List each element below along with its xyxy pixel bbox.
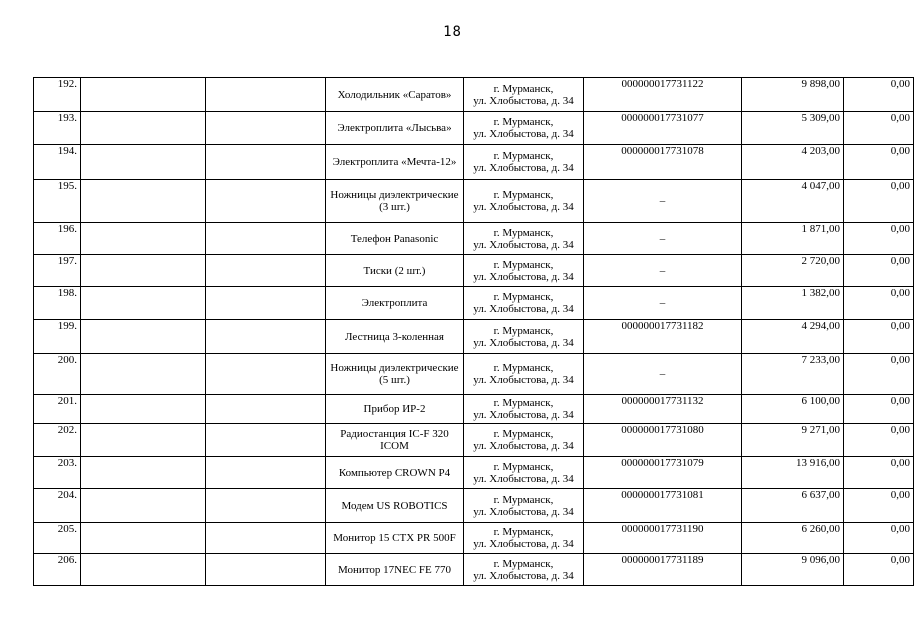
empty-cell: [206, 554, 326, 586]
item-name: Ножницы диэлектрические (5 шт.): [326, 354, 464, 395]
address-street: ул. Хлобыстова, д. 34: [473, 128, 574, 140]
address-street: ул. Хлобыстова, д. 34: [473, 374, 574, 386]
address-city: г. Мурманск,: [493, 116, 554, 128]
table-row: [34, 145, 914, 180]
empty-cell: [206, 78, 326, 112]
cost-value: 6 637,00: [742, 489, 844, 523]
item-address: [464, 554, 584, 586]
address-street: ул. Хлобыстова, д. 34: [473, 336, 574, 349]
row-number: 204.: [34, 489, 81, 523]
cost-value: 9 898,00: [742, 78, 844, 112]
row-number: 198.: [34, 287, 81, 320]
item-name: Ножницы диэлектрические (3 шт.): [326, 180, 464, 223]
item-address: [464, 145, 584, 180]
cost-value: 1 382,00: [742, 287, 844, 320]
item-address: [464, 523, 584, 554]
address-street: ул. Хлобыстова, д. 34: [473, 201, 574, 213]
item-name: Тиски (2 шт.): [326, 255, 464, 287]
table-body: [34, 78, 914, 586]
depreciation-value: 0,00: [844, 424, 914, 457]
cost-value: 5 309,00: [742, 112, 844, 145]
table-row: [34, 523, 914, 554]
table-row: [34, 112, 914, 145]
cost-value: 2 720,00: [742, 255, 844, 287]
address-city: г. Мурманск,: [493, 226, 554, 239]
empty-cell: [81, 354, 206, 395]
table-row: [34, 223, 914, 255]
item-address: [464, 395, 584, 424]
item-name: Лестница 3-коленная: [326, 320, 464, 354]
address-city: г. Мурманск,: [493, 526, 554, 538]
cost-value: 4 047,00: [742, 180, 844, 223]
item-address: [464, 354, 584, 395]
inventory-number: –: [584, 287, 742, 320]
table-row: [34, 255, 914, 287]
cost-value: 6 260,00: [742, 523, 844, 554]
address-street: ул. Хлобыстова, д. 34: [473, 538, 574, 550]
item-name: Монитор 15 CTX PR 500F: [326, 523, 464, 554]
row-number: 196.: [34, 223, 81, 255]
empty-cell: [81, 78, 206, 112]
empty-cell: [206, 320, 326, 354]
empty-cell: [206, 255, 326, 287]
empty-cell: [81, 489, 206, 523]
item-name: Монитор 17NEC FE 770: [326, 554, 464, 586]
depreciation-value: 0,00: [844, 223, 914, 255]
row-number: 206.: [34, 554, 81, 586]
item-address: [464, 320, 584, 354]
address-street: ул. Хлобыстова, д. 34: [473, 303, 574, 315]
inventory-number: 000000017731122: [584, 78, 742, 112]
inventory-number: –: [584, 255, 742, 287]
depreciation-value: 0,00: [844, 554, 914, 586]
inventory-number: 000000017731190: [584, 523, 742, 554]
address-city: г. Мурманск,: [493, 258, 554, 271]
address-city: г. Мурманск,: [493, 460, 554, 473]
row-number: 197.: [34, 255, 81, 287]
cost-value: 4 294,00: [742, 320, 844, 354]
depreciation-value: 0,00: [844, 395, 914, 424]
address-street: ул. Хлобыстова, д. 34: [473, 409, 574, 421]
inventory-number: 000000017731077: [584, 112, 742, 145]
item-name: Электроплита: [326, 287, 464, 320]
item-address: [464, 489, 584, 523]
depreciation-value: 0,00: [844, 457, 914, 489]
item-address: [464, 457, 584, 489]
item-address: [464, 112, 584, 145]
inventory-number: 000000017731132: [584, 395, 742, 424]
address-street: ул. Хлобыстова, д. 34: [473, 472, 574, 485]
row-number: 195.: [34, 180, 81, 223]
inventory-number: –: [584, 180, 742, 223]
empty-cell: [206, 395, 326, 424]
address-street: ул. Хлобыстова, д. 34: [473, 569, 574, 582]
item-name: Компьютер CROWN P4: [326, 457, 464, 489]
inventory-number: 000000017731080: [584, 424, 742, 457]
empty-cell: [81, 554, 206, 586]
row-number: 202.: [34, 424, 81, 457]
cost-value: 6 100,00: [742, 395, 844, 424]
address-city: г. Мурманск,: [493, 428, 554, 440]
empty-cell: [81, 145, 206, 180]
address-city: г. Мурманск,: [493, 189, 554, 201]
address-city: г. Мурманск,: [493, 362, 554, 374]
cost-value: 9 096,00: [742, 554, 844, 586]
page-number: 18: [443, 24, 462, 40]
inventory-number: 000000017731079: [584, 457, 742, 489]
row-number: 199.: [34, 320, 81, 354]
inventory-number: 000000017731078: [584, 145, 742, 180]
inventory-number: –: [584, 354, 742, 395]
table-row: [34, 78, 914, 112]
item-name: Электроплита «Мечта-12»: [326, 145, 464, 180]
item-address: [464, 78, 584, 112]
item-name: Холодильник «Саратов»: [326, 78, 464, 112]
item-address: [464, 255, 584, 287]
inventory-table: [33, 77, 914, 586]
table-row: [34, 489, 914, 523]
inventory-number: –: [584, 223, 742, 255]
empty-cell: [206, 223, 326, 255]
depreciation-value: 0,00: [844, 489, 914, 523]
row-number: 200.: [34, 354, 81, 395]
empty-cell: [206, 287, 326, 320]
address-city: г. Мурманск,: [493, 397, 554, 409]
table-row: [34, 554, 914, 586]
row-number: 205.: [34, 523, 81, 554]
table-row: [34, 457, 914, 489]
empty-cell: [81, 457, 206, 489]
cost-value: 9 271,00: [742, 424, 844, 457]
table-row: [34, 180, 914, 223]
item-address: [464, 424, 584, 457]
address-city: г. Мурманск,: [493, 82, 554, 95]
empty-cell: [81, 424, 206, 457]
row-number: 192.: [34, 78, 81, 112]
address-street: ул. Хлобыстова, д. 34: [473, 238, 574, 251]
depreciation-value: 0,00: [844, 112, 914, 145]
depreciation-value: 0,00: [844, 287, 914, 320]
item-name: Модем US ROBOTICS: [326, 489, 464, 523]
cost-value: 7 233,00: [742, 354, 844, 395]
empty-cell: [206, 180, 326, 223]
cost-value: 13 916,00: [742, 457, 844, 489]
empty-cell: [206, 112, 326, 145]
empty-cell: [206, 145, 326, 180]
table-row: [34, 287, 914, 320]
item-name: Прибор ИР-2: [326, 395, 464, 424]
empty-cell: [206, 489, 326, 523]
empty-cell: [206, 457, 326, 489]
address-street: ул. Хлобыстова, д. 34: [473, 440, 574, 452]
item-name: Радиостанция IC-F 320 ICOM: [326, 424, 464, 457]
depreciation-value: 0,00: [844, 354, 914, 395]
table-row: [34, 395, 914, 424]
depreciation-value: 0,00: [844, 145, 914, 180]
item-address: [464, 287, 584, 320]
inventory-number: 000000017731189: [584, 554, 742, 586]
address-city: г. Мурманск,: [493, 324, 554, 337]
empty-cell: [81, 523, 206, 554]
depreciation-value: 0,00: [844, 320, 914, 354]
table-row: [34, 320, 914, 354]
depreciation-value: 0,00: [844, 255, 914, 287]
depreciation-value: 0,00: [844, 180, 914, 223]
row-number: 194.: [34, 145, 81, 180]
address-street: ул. Хлобыстова, д. 34: [473, 162, 574, 174]
empty-cell: [81, 320, 206, 354]
empty-cell: [206, 424, 326, 457]
depreciation-value: 0,00: [844, 78, 914, 112]
cost-value: 1 871,00: [742, 223, 844, 255]
empty-cell: [81, 287, 206, 320]
empty-cell: [81, 112, 206, 145]
depreciation-value: 0,00: [844, 523, 914, 554]
item-name: Электроплита «Лысьва»: [326, 112, 464, 145]
empty-cell: [81, 255, 206, 287]
item-address: [464, 223, 584, 255]
inventory-number: 000000017731182: [584, 320, 742, 354]
empty-cell: [81, 180, 206, 223]
row-number: 201.: [34, 395, 81, 424]
address-street: ул. Хлобыстова, д. 34: [473, 270, 574, 283]
empty-cell: [206, 354, 326, 395]
table-row: [34, 424, 914, 457]
address-city: г. Мурманск,: [493, 150, 554, 162]
item-name: Телефон Panasonic: [326, 223, 464, 255]
inventory-number: 000000017731081: [584, 489, 742, 523]
empty-cell: [81, 395, 206, 424]
row-number: 203.: [34, 457, 81, 489]
address-city: г. Мурманск,: [493, 493, 554, 506]
empty-cell: [206, 523, 326, 554]
row-number: 193.: [34, 112, 81, 145]
item-address: [464, 180, 584, 223]
cost-value: 4 203,00: [742, 145, 844, 180]
address-street: ул. Хлобыстова, д. 34: [473, 94, 574, 107]
empty-cell: [81, 223, 206, 255]
address-city: г. Мурманск,: [493, 291, 554, 303]
table-row: [34, 354, 914, 395]
address-street: ул. Хлобыстова, д. 34: [473, 505, 574, 518]
address-city: г. Мурманск,: [493, 557, 554, 570]
